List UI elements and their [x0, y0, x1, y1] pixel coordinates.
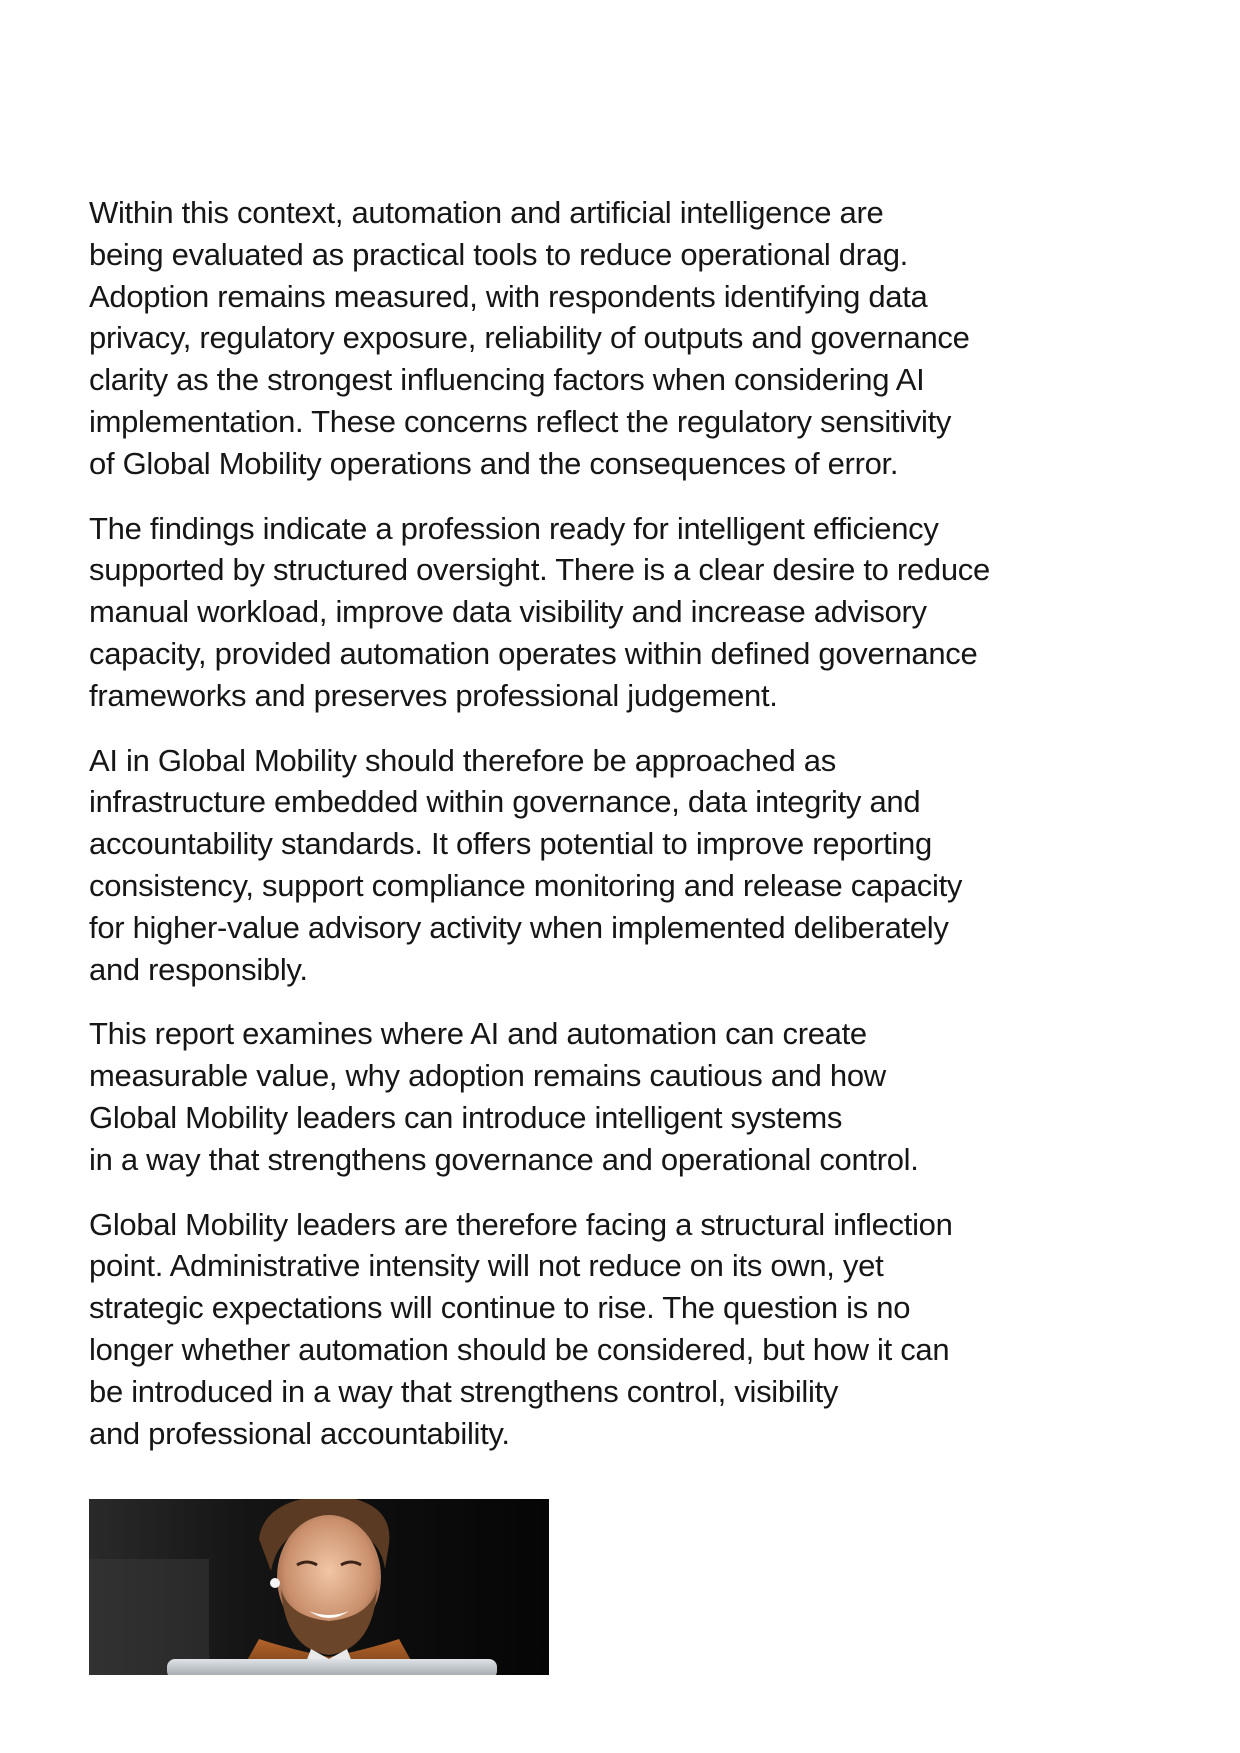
text-line: frameworks and preserves professional judgement.	[89, 677, 778, 713]
text-line: be introduced in a way that strengthens control, visibility	[89, 1373, 839, 1409]
text-line: supported by structured oversight. There is a clear desire to reduce	[89, 552, 990, 588]
text-line: accountability standards. It offers potential to improve reporting	[89, 826, 932, 862]
text-line: for higher-value advisory activity when implemented deliberately	[89, 909, 949, 945]
paragraph-ai-context	[89, 192, 1089, 485]
text-line: and professional accountability.	[89, 1415, 510, 1451]
text-line: longer whether automation should be considered, but how it can	[89, 1331, 950, 1367]
text-line: The findings indicate a profession ready for intelligent efficiency	[89, 510, 939, 546]
photo-illustration	[89, 1499, 549, 1675]
text-line: manual workload, improve data visibility and increase advisory	[89, 594, 927, 630]
text-line: capacity, provided automation operates within defined governance	[89, 635, 978, 671]
paragraph-report-scope	[89, 1013, 1089, 1180]
text-line: implementation. These concerns reflect the regulatory sensitivity	[89, 403, 952, 439]
paragraph-inflection-point	[89, 1204, 1089, 1455]
text-line: Adoption remains measured, with respondents identifying data	[89, 278, 928, 314]
text-line: being evaluated as practical tools to reduce operational drag.	[89, 236, 908, 272]
text-line: clarity as the strongest influencing factors when considering AI	[89, 362, 925, 398]
text-line: Within this context, automation and artificial intelligence are	[89, 195, 884, 230]
text-line: point. Administrative intensity will not reduce on its own, yet	[89, 1248, 884, 1284]
text-line: and responsibly.	[89, 951, 308, 987]
text-line: consistency, support compliance monitoring and release capacity	[89, 867, 963, 903]
text-line: AI in Global Mobility should therefore be approached as	[89, 742, 836, 778]
photo-smiling-man-at-laptop	[89, 1499, 549, 1675]
text-line: privacy, regulatory exposure, reliability of outputs and governance	[89, 320, 970, 356]
text-line: infrastructure embedded within governance, data integrity and	[89, 784, 921, 820]
text-line: in a way that strengthens governance and operational control.	[89, 1141, 919, 1177]
text-line: of Global Mobility operations and the consequences of error.	[89, 445, 899, 481]
text-line: Global Mobility leaders can introduce intelligent systems	[89, 1099, 843, 1135]
text-line: This report examines where AI and automation can create	[89, 1016, 867, 1052]
body-text	[89, 192, 1089, 1477]
text-line: measurable value, why adoption remains cautious and how	[89, 1058, 886, 1094]
paragraph-findings	[89, 508, 1089, 717]
text-line: strategic expectations will continue to rise. The question is no	[89, 1290, 911, 1326]
text-line: Global Mobility leaders are therefore facing a structural inflection	[89, 1206, 953, 1242]
paragraph-ai-infrastructure	[89, 740, 1089, 991]
